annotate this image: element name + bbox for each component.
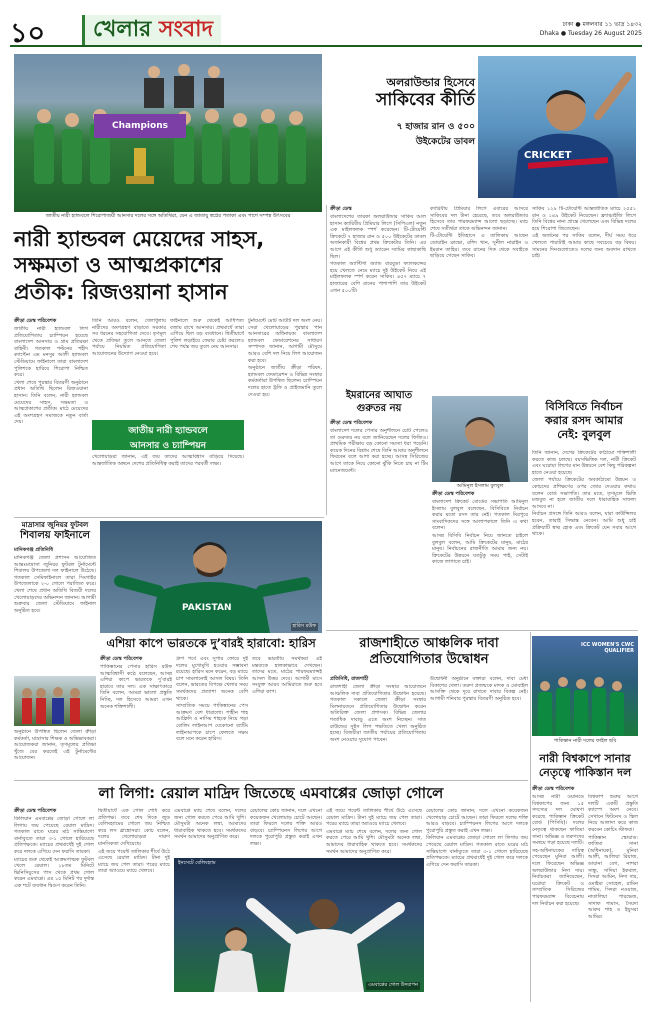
laliga-body-col2: দ্বিতীয়ার্ধে এক গোল শোধ করে প্রতিপক্ষ। তবে শেষ দিকে জুড বেলিংহ্যামের গোলে জয় নিশ্চিত করে লস ব্লাঙ্কোসরা। কোচ বলেন, দলের খেলোয়াড়রা দারুণ মানসিকতা দেখিয়েছে। এই জয়ে পয়েন্ট তালিকার শীর্ষে উঠে এসেছে রেয়াল মাদ্রিদ। টানা দুই ম্যাচে জয় পেল তারা। পরের ম্যাচে তারা অ্যাওয়ে ম্যাচে খেলবে।	[98, 808, 170, 875]
section-masthead	[82, 15, 221, 45]
shakib-body-col3: সাকিব ১২৯ টি-টোয়েন্টি আন্তর্জাতিক ম্যাচে ২৫৫১ রান ও ১৪৯ উইকেট নিয়েছেন। ফ্র্যাঞ্চাইজি লিগে তিনি বিশ্বের নানা প্রান্তে খেলেছেন এবং বিভিন্ন দলের হয়ে শিরোপা জিতেছেন। এই অর্জনের পর সাকিব বলেন, দীর্ঘ সময় ধরে খেলতে পারাটাই আমার কাছে সবচেয়ে বড় বিষয়। সামনের দিনগুলোতেও দলের জন্য অবদান রাখতে চাই।	[532, 206, 636, 260]
laliga-headline: লা লিগা: রেয়াল মাদ্রিদ জিতেছে এমবাপ্পের জোড়া গোলে	[98, 784, 444, 802]
laliga-body-col3: এমবাপ্পে ম্যাচ শেষে বলেন, দলের জন্য গোল করতে পেরে আমি খুশি। মৌসুমটা অনেক লম্বা, আমাদের ধারাবাহিক থাকতে হবে। সমর্থকদের সমর্থন আমাদের অনুপ্রাণিত করে।	[174, 808, 246, 841]
haris-byline: ক্রীড়া ডেস্ক পরিবেশক	[100, 656, 143, 662]
madrasa-title-line2: শিবালয় ফাইনালে	[20, 529, 90, 541]
row-divider-2	[326, 630, 638, 631]
laliga-byline: ক্রীড়া ডেস্ক পরিবেশক	[14, 808, 57, 814]
laliga-body-col4: রেয়ালের কোচ জানান, দলে এখনো কয়েকজন খেলোয়াড় চোটে আছেন। তারা ফিরলে দলের শক্তি আরও বাড়বে। চ্যাম্পিয়নস লিগের আগে দলকে পুরোপুরি প্রস্তুত করাই এখন লক্ষ্য।	[250, 808, 322, 847]
handball-headline-line2: সক্ষমতা ও আত্মপ্রকাশের	[14, 253, 223, 278]
shakib-title-block	[330, 76, 475, 149]
handball-headline-line3: প্রতীক: রিজওয়ানা হাসান	[14, 279, 228, 304]
handball-headline-line1: নারী হ্যান্ডবল মেয়েদের সাহস,	[14, 227, 265, 251]
rajshahi-body-col2: উদ্বোধনী অনুষ্ঠানে বক্তারা বলেন, দাবা মেধা বিকাশের খেলা। তরুণ প্রজন্মকে মাদক ও মোবাইল আসক্তি থেকে দূরে রাখতে দাবার বিকল্প নেই। আগামী শনিবার পুরস্কার বিতরণী অনুষ্ঠিত হবে।	[430, 676, 528, 702]
rajshahi-title-line2: প্রতিযোগিতার উদ্বোধন	[369, 652, 489, 668]
masthead-part2: সংবাদ	[158, 17, 214, 42]
madrasa-title-block	[14, 521, 96, 542]
bulbul-title-line3: নেই: বুলবুল	[557, 427, 611, 441]
rajshahi-byline: প্রতিনিধি, রাজশাহী	[330, 676, 369, 682]
laliga-photo-caption: এমবাপ্পের গোল উদযাপন	[368, 982, 418, 988]
haris-jersey-text: PAKISTAN	[182, 603, 232, 613]
rajshahi-title-block	[330, 636, 528, 669]
bulbul-photo-caption: আমিনুল ইসলাম বুলবুল	[456, 483, 504, 489]
handball-body-col1: জাতীয় নারী হ্যান্ডবল লিগ প্রতিযোগিতায় চ্যাম্পিয়ন হয়েছে বাংলাদেশ আনসার ও গ্রাম প্রতিরক্ষা বাহিনী। গতকাল পল্টনের শহীদ ক্যাপ্টেন এম মনসুর আলী হ্যান্ডবল স্টেডিয়ামে ফাইনালে তারা বাংলাদেশ পুলিশকে হারিয়ে শিরোপা নিশ্চিত করে। খেলা শেষে পুরস্কার বিতরণী অনুষ্ঠানে প্রধান অতিথি ছিলেন রিজওয়ানা হাসান। তিনি বলেন, নারী হ্যান্ডবল মেয়েদের সাহস, সক্ষমতা ও আত্মপ্রকাশের প্রতীক। মাঠে মেয়েদের এই অংশগ্রহণ সমাজকে নতুন বার্তা দেয়।	[14, 326, 88, 426]
madrasa-body2: অনুষ্ঠানে উপস্থিত ছিলেন জেলা ক্রীড়া কর্মকর্তা, মাদ্রাসার শিক্ষক ও অভিভাবকরা। আয়োজকরা জানান, তৃণমূলের প্রতিভা খুঁজে বের করতেই এই টুর্নামেন্টের আয়োজন।	[14, 729, 96, 762]
bulbul-title-line2: করার রসদ আমার	[545, 413, 623, 427]
col-divider	[326, 205, 327, 515]
imran-title-line2: গুরুতর নয়	[356, 402, 402, 414]
handball-body-col4: টুর্নামেন্টে মোট আটটি দল অংশ নেয়। সেরা খেলোয়াড়ের পুরস্কার পান আনসারের অধিনায়ক। বাংলাদেশ হ্যান্ডবল ফেডারেশনের সাধারণ সম্পাদক জানান, আগামী মৌসুমে আরও বেশি দল নিয়ে লিগ আয়োজন করা হবে। অনুষ্ঠানে জাতীয় ক্রীড়া পরিষদ, হ্যান্ডবল ফেডারেশন ও বিভিন্ন সংস্থার কর্মকর্তারা উপস্থিত ছিলেন। চ্যাম্পিয়ন দলের হাতে ট্রফি ও প্রাইজমানি তুলে দেওয়া হয়।	[248, 318, 322, 398]
rajshahi-title-line1: রাজশাহীতে আঞ্চলিক দাবা	[359, 636, 499, 651]
date-english: Dhaka ● Tuesday 26 August 2025	[539, 30, 642, 37]
handball-body-col3: ফাইনালে শুরু থেকেই আধিপত্য বজায় রাখে আনসার। প্রথমার্ধে তারা এগিয়ে ছিল বড় ব্যবধানে। দ্বিতীয়ার্ধে পুলিশ লড়াইয়ে ফেরার চেষ্টা করলেও শেষ পর্যন্ত জয় তুলে নেয় আনসার।	[170, 318, 244, 351]
laliga-body-col5: এই জয়ে পয়েন্ট তালিকার শীর্ষে উঠে এসেছে রেয়াল মাদ্রিদ। টানা দুই ম্যাচে জয় পেল তারা। পরের ম্যাচে তারা অ্যাওয়ে ম্যাচে খেলবে। এমবাপ্পে ম্যাচ শেষে বলেন, দলের জন্য গোল করতে পেরে আমি খুশি। মৌসুমটা অনেক লম্বা, আমাদের ধারাবাহিক থাকতে হবে। সমর্থকদের সমর্থন আমাদের অনুপ্রাণিত করে।	[326, 808, 422, 855]
laliga-photo	[174, 858, 424, 992]
handball-team-photo	[14, 54, 322, 212]
laliga-body-col6: রেয়ালের কোচ জানান, দলে এখনো কয়েকজন খেলোয়াড় চোটে আছেন। তারা ফিরলে দলের শক্তি আরও বাড়বে। চ্যাম্পিয়নস লিগের আগে দলকে পুরোপুরি প্রস্তুত করাই এখন লক্ষ্য। কিলিয়ান এমবাপ্পের জোড়া গোলে লা লিগায় জয় পেয়েছে রেয়াল মাদ্রিদ। গতকাল রাতে ঘরের মাঠ সান্তিয়াগো বার্নাব্যুতে তারা ৩-১ গোলে হারিয়েছে প্রতিপক্ষকে। ম্যাচের প্রথমার্ধেই দুই গোল করে দলকে এগিয়ে দেন ফরাসি তারকা।	[426, 808, 528, 868]
madrasa-title-line1: মাদ্রাসার জুনিয়র ফুটবল	[21, 521, 89, 529]
shakib-title-line2: সাকিবের কীর্তি	[376, 89, 475, 110]
imran-byline: ক্রীড়া ডেস্ক পরিবেশক	[330, 420, 373, 426]
top-photo-caption: জাতীয় নারী হ্যান্ডবলে শিরোপাজয়ী আনসার দলের সঙ্গে অতিথিরা, যেন এ জাতায়ু স্বপ্নের পতাকা এবং পাশে সম্পন্ন উৎসবের	[45, 213, 291, 219]
pakistan-women-banner: ICC WOMEN'S CWC QUALIFIER	[580, 642, 634, 654]
madrasa-byline: মানিকগঞ্জ প্রতিনিধি	[14, 547, 53, 553]
pakistan-women-title-line1: নারী বিশ্বকাপে সানার	[539, 752, 631, 765]
pakistan-women-title-line2: নেতৃত্বে পাকিস্তান দল	[538, 765, 632, 779]
imran-title-line1: ইমরানের আঘাত	[345, 390, 413, 401]
champions-banner: Champions	[94, 114, 186, 138]
haris-body-col3: তবে ভারতীয় সমর্থকরা এই মন্তব্যকে হালকাভাবে দেখছেন। তাদের মতে, মাঠের পারফরম্যান্সই আসল উত্তর দেবে। আগামী মাসে সংযুক্ত আরব আমিরাতে শুরু হবে এশিয়া কাপ।	[252, 656, 322, 695]
haris-body-col1: পাকিস্তানের পেসার হারিস রউফ আত্মবিশ্বাসী কণ্ঠে বলেছেন, আসন্ন এশিয়া কাপে ভারতকে দু’বারই হারাবে তার দল। এক সাক্ষাৎকারে তিনি বলেন, আমরা ভালো প্রস্তুতি নিচ্ছি, দল হিসেবে আমরা এখন অনেক শক্তিশালী।	[100, 664, 172, 710]
shakib-subtitle-line1: ৭ হাজার রান ও ৫০০	[396, 122, 475, 132]
pakistan-women-photo-caption: পাকিস্তান নারী দলের ফাইল ছবি	[553, 738, 617, 744]
handball-body-col2b: খেলোয়াড়রা জানান, এই জয় তাদের আত্মবিশ্বাস বাড়িয়ে দিয়েছে। আন্তর্জাতিক অঙ্গনে দেশের প্রতিনিধিত্ব করাই তাদের পরবর্তী লক্ষ্য।	[92, 454, 244, 467]
shakib-body-col1: বাংলাদেশের তারকা অলরাউন্ডার সাকিব আল হাসান ক্যারিবীয় প্রিমিয়ার লিগে (সিপিএল) নতুন এক মাইলফলক স্পর্শ করেছেন। টি-টোয়েন্টি ক্রিকেটে ৭ হাজার রান ও ৫০০ উইকেটের ডাবল অর্জনকারী বিশ্বের প্রথম ক্রিকেটার তিনি। এর আগে এই কীর্তি শুধু ড্যারেন স্যামির কাছাকাছি ছিল। গতকাল অ্যান্টিগা অ্যান্ড বারবুডা ফ্যালকন্সের হয়ে খেলতে নেমে ম্যাচে দুই উইকেট নিয়ে এই মাইলফলক স্পর্শ করেন সাকিব। ৪৫৭ ম্যাচে ৭ হাজারের বেশি রানের পাশাপাশি তার উইকেট এখন ৫০০টি।	[330, 214, 426, 294]
laliga-body-col1: কিলিয়ান এমবাপ্পের জোড়া গোলে লা লিগায় জয় পেয়েছে রেয়াল মাদ্রিদ। গতকাল রাতে ঘরের মাঠ সান্তিয়াগো বার্নাব্যুতে তারা ৩-১ গোলে হারিয়েছে প্রতিপক্ষকে। ম্যাচের প্রথমার্ধেই দুই গোল করে দলকে এগিয়ে দেন ফরাসি তারকা। ম্যাচের শুরু থেকেই আক্রমণাত্মক ফুটবল খেলে রেয়াল। ১৮তম মিনিটে ভিনিসিয়ুসের পাস থেকে প্রথম গোল করেন এমবাপ্পে। এর ১৫ মিনিট পর দুর্দান্ত এক শটে ব্যবধান দ্বিগুণ করেন তিনি।	[14, 816, 94, 889]
bulbul-byline: ক্রীড়া ডেস্ক পরিবেশক	[432, 491, 475, 497]
shakib-body-col2: ক্যারিবীয় প্রিমিয়ার লিগে এবারের আসরে সাকিবের দল টানা হেরেছে, তবে অলরাউন্ডার হিসেবে তার পারফরম্যান্স আলো ছড়াচ্ছে। ম্যাচ শেষে সতীর্থরা তাকে অভিনন্দন জানান। টি-টোয়েন্টি ইতিহাসে এ তালিকায় আছেন ডোয়াইন ব্রাভো, রশিদ খান, সুনীল নারাইন ও ইমরান তাহির। তবে রানের দিক থেকে সবাইকে ছাড়িয়ে গেছেন সাকিব।	[430, 206, 528, 260]
highlight-line2: আনসার ও চ্যাম্পিয়ন	[129, 441, 207, 451]
laliga-photo-note: ইনসেটে বেলিংহ্যাম	[178, 860, 216, 866]
bulbul-photo	[432, 396, 528, 482]
bulbul-title-line1: বিসিবিতে নির্বাচন	[545, 400, 623, 413]
col-divider-right	[530, 632, 531, 1002]
shakib-photo	[478, 56, 636, 198]
madrasa-photo	[14, 676, 96, 726]
madrasa-body: মানিকগঞ্জ জেলা প্রশাসন আয়োজিত আন্তঃমাদ্রাসা জুনিয়র ফুটবল টুর্নামেন্টে শিবালয় উপজেলা দল ফাইনালে উঠেছে। গতকাল সেমিফাইনালে তারা সিংগাইর উপজেলাকে ২-০ গোলে পরাজিত করে। খেলা শেষে প্রধান অতিথি বিজয়ী দলের খেলোয়াড়দের অভিনন্দন জানান। আগামী শুক্রবার জেলা স্টেডিয়ামে ফাইনাল অনুষ্ঠিত হবে।	[14, 555, 96, 614]
pakistan-women-byline: ক্রীড়া ডেস্ক পরিবেশক	[532, 786, 575, 792]
imran-body: বাংলাদেশ দলের পেসার অনুশীলনে চোট পেলেও তা গুরুতর নয় বলে জানিয়েছেন দলের ফিজিও। প্রাথমিক পরীক্ষায় বড় কোনো সমস্যা ধরা পড়েনি। কয়েক দিনের বিশ্রাম শেষে তিনি আবার অনুশীলনে ফিরবেন বলে আশা করা হচ্ছে। আসন্ন সিরিজের আগে তাকে নিয়ে কোনো ঝুঁকি নিতে চায় না টিম ম্যানেজমেন্ট।	[330, 428, 428, 474]
rajshahi-body-col1: রাজশাহী জেলা ক্রীড়া সংস্থার আয়োজনে আঞ্চলিক দাবা প্রতিযোগিতার উদ্বোধন হয়েছে। গতকাল সকালে জেলা ক্রীড়া সংস্থার মিলনায়তনে প্রতিযোগিতার উদ্বোধন করেন অতিরিক্ত জেলা প্রশাসক। বিভিন্ন জেলার শতাধিক দাবাড়ু এতে অংশ নিচ্ছেন। সাত রাউন্ডের সুইস লিগ পদ্ধতিতে খেলা অনুষ্ঠিত হচ্ছে। বিজয়ীরা জাতীয় পর্যায়ের প্রতিযোগিতায় অংশ নেওয়ার সুযোগ পাবেন।	[330, 684, 426, 743]
row-divider	[14, 517, 324, 518]
shakib-subtitle-line2: উইকেটের ডাবল	[415, 137, 475, 147]
masthead-part1: খেলার	[93, 17, 152, 42]
bulbul-title-block	[532, 400, 636, 441]
haris-body-col2: গ্রুপ পর্বে এবং সুপার ফোরে দুই দলের মুখোমুখি হওয়ার সম্ভাবনা রয়েছে। হারিস মনে করেন, বড় ম্যাচে চাপ সামলানোই আসল বিষয়। তিনি বলেন, ভারতের বিপক্ষে খেলার সময় সমর্থকদের প্রত্যাশা অনেক বেশি থাকে। সাম্প্রতিক সময়ে পাকিস্তানের পেস আক্রমণ বেশ ধারালো। শাহীন শাহ আফ্রিদি ও নাসিম শাহকে নিয়ে গড়া বোলিং লাইনআপ যেকোনো ব্যাটিং লাইনআপকে চাপে ফেলতে সক্ষম বলে মনে করেন হারিস।	[176, 656, 248, 743]
handball-headline	[14, 226, 322, 305]
pakistan-women-photo	[532, 636, 638, 736]
bulbul-body-col1: বাংলাদেশ ক্রিকেট বোর্ডের সভাপতি আমিনুল ইসলাম বুলবুল বলেছেন, বিসিবিতে নির্বাচন করার মতো রসদ তার নেই। গতকাল মিরপুরে সাংবাদিকদের সঙ্গে আলাপকালে তিনি এ কথা বলেন। আসন্ন বিসিবি নির্বাচন নিয়ে জানতে চাইলে বুলবুল বলেন, আমি ক্রিকেটের মানুষ, মাঠের মানুষ। নির্বাচনের রাজনীতি আমার জন্য নয়। ক্রিকেটের উন্নয়নে যতটুকু সময় পাই, সেটাই কাজে লাগাতে চাই।	[432, 499, 528, 566]
handball-body-col2: তিনি আরও বলেন, খেলাধুলায় নারীদের অংশগ্রহণ বাড়াতে সরকার সব ধরনের সহযোগিতা দেবে। তৃণমূল থেকে প্রতিভা তুলে আনতে জেলা পর্যায়ে নিয়মিত প্রতিযোগিতা আয়োজনের উদ্যোগ নেওয়া হবে।	[92, 318, 166, 357]
row-divider-3	[14, 780, 528, 781]
page-number: ১০	[10, 18, 46, 49]
shakib-jersey-text: CRICKET	[524, 150, 572, 161]
date-bengali: ঢাকা ● মঙ্গলবার ১১ ভাদ্র ১৪৩২	[562, 21, 642, 28]
bulbul-body-col2: তিনি জানান, দেশের ক্রিকেটের কাঠামো শক্তিশালী করতে কাজ চলছে। বয়সভিত্তিক দল, নারী ক্রিকেট এবং ঘরোয়া লিগের মান উন্নয়নে বেশ কিছু পরিকল্পনা হাতে নেওয়া হয়েছে। জেলা পর্যায়ে ক্রিকেটের অবকাঠামো উন্নয়ন ও কোচদের প্রশিক্ষণের ওপর জোর দেওয়ার কথাও বলেন বোর্ড সভাপতি। তার মতে, তৃণমূলে ভিত্তি মজবুত না হলে জাতীয় দলে ধারাবাহিক সাফল্য আসবে না। নির্বাচন প্রসঙ্গে তিনি আরও বলেন, যারা কাউন্সিলর হবেন, তারাই সিদ্ধান্ত নেবেন। আমি শুধু চাই প্রক্রিয়াটি স্বচ্ছ হোক এবং ক্রিকেট যেন সবার আগে থাকে।	[532, 450, 636, 538]
haris-photo-caption: হারিস রউফ	[292, 623, 316, 629]
handball-highlight-box	[92, 420, 244, 450]
pakistan-women-body-col2: বিশ্বকাপ শুরুর আগে দলটি একটি প্রস্তুতি ক্যাম্পে অংশ নেবে। সেখানে ফিটনেস ও স্কিল নিয়ে আলাদা করে কাজ করবেন কোচিং স্টাফরা। পাকিস্তান স্কোয়াড: ফাতিমা সানা (অধিনায়ক), মুনিবা আলী, আলিয়া রিয়াজ, ডায়ানা বেগ, নাশরা সান্ধু, সাদিয়া ইকবাল, সিদরা আমিন, নিদা দার, ওমাইমা সোহেল, রামিন শামিম, সিদরা নওয়াজ, নাতালিয়া পারভেজ, সাদাফ শামাস, সৈয়দা আরুব শাহ ও ইয়ুসরা আমির।	[588, 794, 638, 920]
pakistan-women-title-block	[532, 752, 638, 780]
handball-byline: ক্রীড়া ডেস্ক পরিবেশক	[14, 318, 57, 324]
pakistan-women-body-col1: আসন্ন নারী ওয়ানডে বিশ্বকাপের জন্য ১৫ সদস্যের দল ঘোষণা করেছে পাকিস্তান ক্রিকেট বোর্ড (পিসিবি)। দলের নেতৃত্বে থাকছেন ফাতিমা সানা। অভিজ্ঞ ও তরুণদের সমন্বয়ে গড়া হয়েছে দলটি। সহ-অধিনায়কের দায়িত্ব পেয়েছেন মুনিবা আলী। দলে ফিরেছেন অভিজ্ঞ অলরাউন্ডার নিদা দার। নির্বাচকরা জানিয়েছেন, ঘরোয়া ক্রিকেট ও সাম্প্রতিক সিরিজের পারফরম্যান্স বিবেচনায় দল নির্বাচন করা হয়েছে।	[532, 794, 584, 907]
page-header	[10, 15, 642, 47]
highlight-line1: জাতীয় নারী হ্যান্ডবলে	[128, 426, 208, 436]
haris-photo	[100, 521, 322, 633]
imran-title-block	[330, 390, 428, 415]
shakib-title-line1: অলরাউন্ডার হিসেবে	[386, 76, 475, 89]
shakib-byline: ক্রীড়া ডেস্ক	[330, 206, 352, 212]
dateline	[540, 20, 642, 38]
haris-headline: এশিয়া কাপে ভারতকে দু’বারই হারাবো: হারিস	[106, 636, 316, 650]
